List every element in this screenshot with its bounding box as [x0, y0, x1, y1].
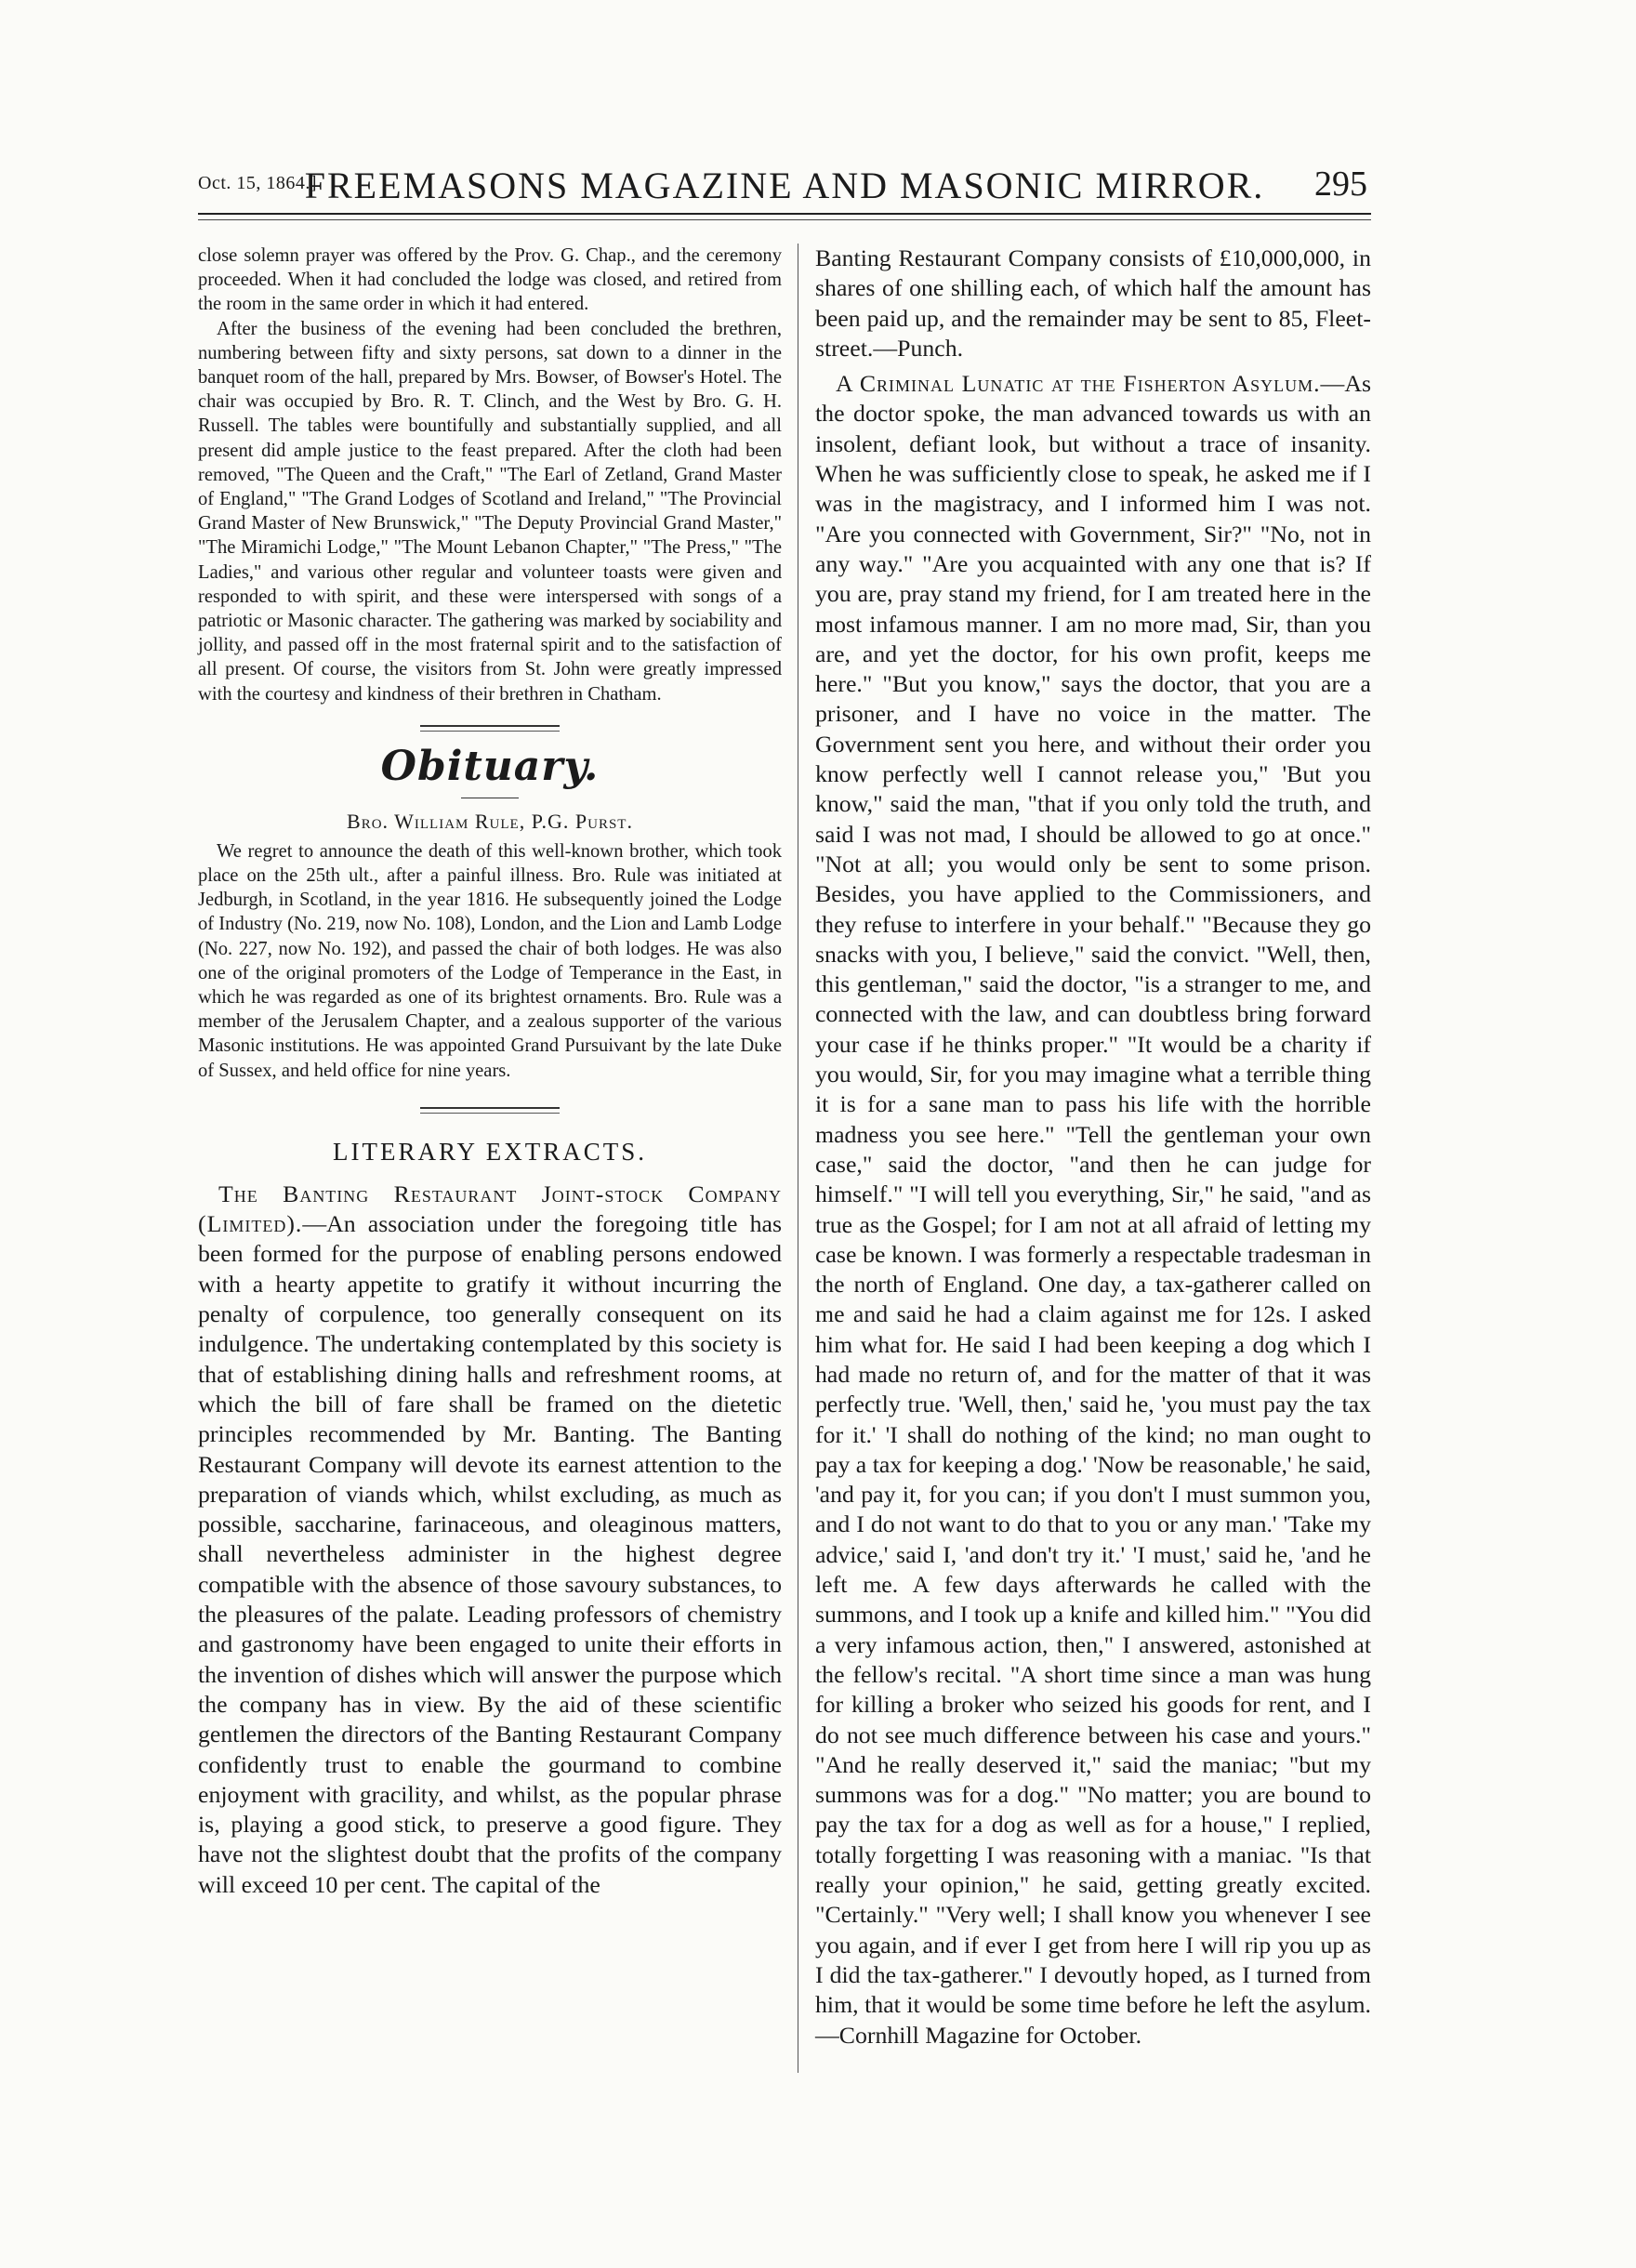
- literary-heading: LITERARY EXTRACTS.: [332, 1137, 647, 1166]
- lodge-report: [198, 244, 782, 706]
- lunatic-text: —As the doctor spoke, the man advanced towards us with an insolent, defiant look, but without a trace of insanity. When he was sufficiently close to speak, he asked me if I was in the magistracy, and I informed him I was not. "Are you connected with Government, Sir?" "No, not in any way." "Are you acquainted with any one that is? If you are, pray stand my friend, for I am treated here in the most infamous manner. I am no more mad, Sir, than you are, and yet the doctor, for his own profit, keeps me here." "But you know," says the doctor, that you are a prisoner, and I have no voice in the matter. The Government sent you here, and without their order you know perfectly well I cannot release you," 'But you know," said the man, "that if you only told the truth, and said I was not mad, I should be allowed to go at once." "Not at all; you would only be sent to some prison. Besides, you have applied to the Commissioners, and they refuse to interfere in your behalf." "Because they go snacks with you, I believe," said the convict. "Well, then, this gentleman," said the doctor, "is a stranger to me, and connected with the law, and can doubtless bring forward your case if he thinks proper." "It would be a charity if you would, Sir, for you may imagine what a terrible thing it is for a sane man to pass his life with the horrible madness you see here." "Tell the gentleman your own case," said the doctor, "and then he can judge for himself." "I will tell you everything, Sir," he said, "and as true as the Gospel; for I am not at all afraid of letting my case be known. I was formerly a respectable tradesman in the north of England. One day, a tax-gatherer called on me and said he had a claim against me for 12s. I asked him what for. He said I had been keeping a dog which I had made no return of, and for the matter of that it was perfectly true. 'Well, then,' said he, 'you must pay the tax for it.' 'I shall do nothing of the kind; no man ought to pay a tax for keeping a dog.' 'Now be reasonable,' he said, 'and pay it, for you can; if you don't I must summon you, and I do not want to do that to you or any man.' 'Take my advice,' said I, 'and don't try it.' 'I must,' said he, 'and he left me. A few days afterwards he called with the summons, and I took up a knife and killed him." "You did a very infamous action, then," I answered, astonished at the fellow's recital. "A short time since a man was hung for killing a broker who seized his goods for rent, and I do not see much difference between his case and yours." "And he really deserved it," said the maniac; "but my summons was for a dog." "No matter; you are bound to pay the tax for a dog as well as for a house," I replied, totally forgetting I was reasoning with a maniac. "Is that really your opinion," he said, getting greatly excited. "Certainly." "Very well; I shall know you whenever I see you again, and if ever I get from here I will rip you up as I did the tax-gatherer." I devoutly hoped, as I turned from him, that it would be some time before he left the asylum.—Cornhill Magazine for October.: [815, 370, 1371, 2049]
- section-divider: [420, 725, 560, 727]
- header-rule: [198, 213, 1371, 215]
- lodge-report-p1: close solemn prayer was offered by the Prov. G. Chap., and the ceremony proceeded. When it had concluded the lodge was closed, and retired from the room in the same order in which it had entered.: [198, 245, 782, 315]
- left-column: [198, 244, 782, 1900]
- right-column: [815, 244, 1371, 2050]
- lunatic-title: A Criminal Lunatic at the Fisherton Asylum.: [836, 370, 1321, 398]
- issue-date: Oct. 15, 1864.]: [198, 173, 318, 193]
- banting-text: —An association under the foregoing title has been formed for the purpose of enabling persons endowed with a hearty appetite to gratify it without incurring the penalty of corpulence, too generally consequent on its indulgence. The undertaking contemplated by this society is that of establishing dining halls and refreshment rooms, at which the bill of fare shall be framed on the dietetic principles recommended by Mr. Banting. The Banting Restaurant Company will devote its earnest attention to the preparation of viands which, whilst excluding, as much as possible, saccharine, farinaceous, and oleaginous matters, shall nevertheless administer in the highest degree compatible with the absence of those savoury substances, to the pleasures of the palate. Leading professors of chemistry and gastronomy have been engaged to unite their efforts in the invention of dishes which will answer the purpose which the company has in view. By the aid of these scientific gentlemen the directors of the Banting Restaurant Company confidently trust to enable the gourmand to combine enjoyment with gracility, and whilst, as the popular phrase is, playing a good stick, to preserve a good figure. They have not the slightest doubt that the profits of the company will exceed 10 per cent. The capital of the: [198, 1210, 782, 1898]
- banting-article: [198, 1180, 782, 1900]
- right-column-text: [815, 244, 1371, 2050]
- page-number: 295: [1314, 165, 1367, 204]
- section-divider-2: [420, 1107, 560, 1109]
- section-divider-thin: [420, 731, 560, 732]
- obituary-text: We regret to announce the death of this well-known brother, which took place on the 25th ult., after a painful illness. Bro. Rule was initiated at Jedburgh, in Scotland, in the year 1816. He subsequently joined the Lodge of Industry (No. 219, now No. 108), London, and the Lion and Lamb Lodge (No. 227, now No. 192), and passed the chair of both lodges. He was also one of the original promoters of the Lodge of Temperance in the East, in which he was regarded as one of its brightest ornaments. Bro. Rule was a member of the Jerusalem Chapter, and a zealous supporter of the various Masonic institutions. He was appointed Grand Pursuivant by the late Duke of Sussex, and held office for nine years.: [198, 840, 782, 1081]
- header-rule-thin: [198, 219, 1371, 220]
- section-divider-2-thin: [420, 1113, 560, 1114]
- obituary-heading: Obituary.: [380, 742, 600, 790]
- lodge-report-p2: After the business of the evening had been concluded the brethren, numbering between fifty and sixty persons, sat down to a dinner in the banquet room of the hall, prepared by Mrs. Bowser, of Bowser's Hotel. The chair was occupied by Bro. R. T. Clinch, and the West by Bro. G. H. Russell. The tables were bountifully and substantially supplied, and all present did ample justice to the feast prepared. After the cloth had been removed, "The Queen and the Craft," "The Earl of Zetland, Grand Master of England," "The Grand Lodges of Scotland and Ireland," "The Provincial Grand Master of New Brunswick," "The Deputy Provincial Grand Master," "The Miramichi Lodge," "The Mount Lebanon Chapter," "The Press," "The Ladies," and various other regular and volunteer toasts were given and responded to with spirit, and these were interspersed with songs of a patriotic or Masonic character. The gathering was marked by sociability and jollity, and passed off in the most fraternal spirit and to the satisfaction of all present. Of course, the visitors from St. John were greatly impressed with the courtesy and kindness of their brethren in Chatham.: [198, 318, 782, 705]
- obituary-body: [198, 839, 782, 1083]
- masthead-title: FREEMASONS MAGAZINE AND MASONIC MIRROR.: [304, 165, 1265, 206]
- obituary-byline: Bro. William Rule, P.G. Purst.: [347, 809, 633, 833]
- banting-title: The Banting Restaurant Joint-stock Company (Limited).: [198, 1180, 782, 1238]
- page-header: [198, 160, 1371, 206]
- banting-continuation: Banting Restaurant Company consists of £10,000,000, in shares of one shilling each, of which half the amount has been paid up, and the remainder may be sent to 85, Fleet-street.—Punch.: [815, 244, 1371, 362]
